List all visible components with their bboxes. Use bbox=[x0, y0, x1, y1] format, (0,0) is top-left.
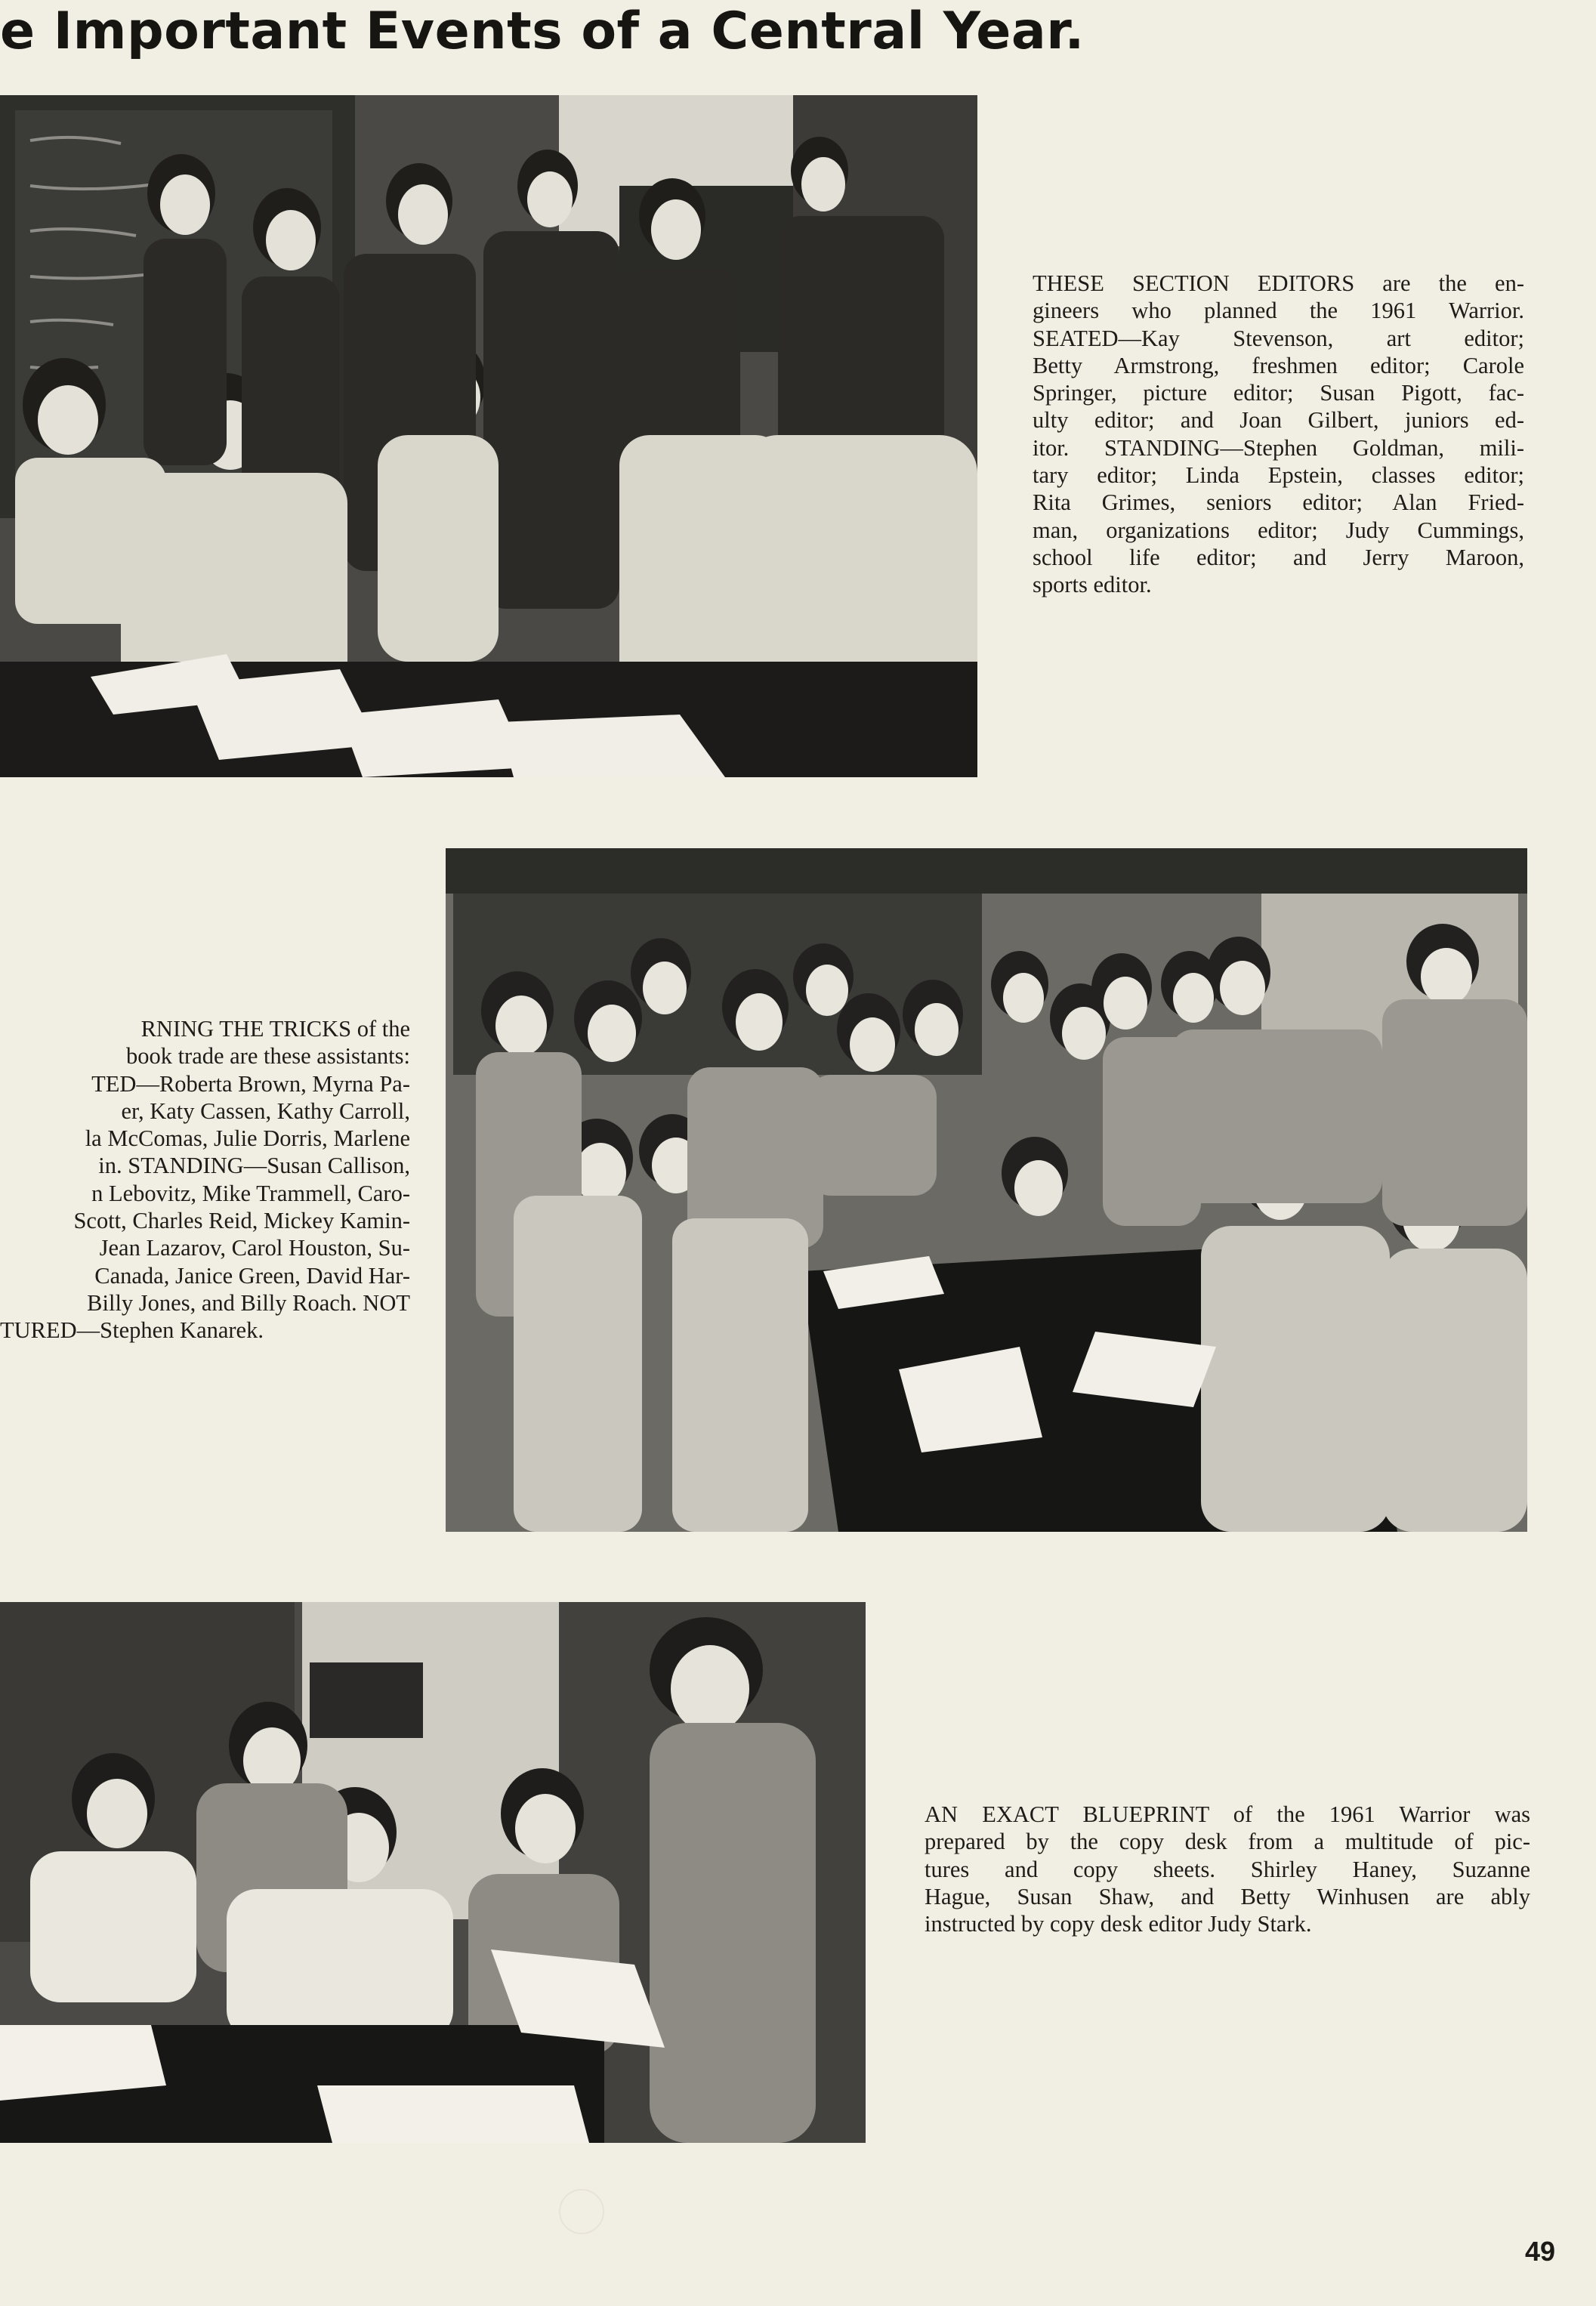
copy-desk-caption bbox=[925, 1801, 1530, 1937]
copy-desk-photo-art bbox=[0, 1602, 866, 2143]
caption-line: prepared by the copy desk from a multitude of pic- bbox=[925, 1829, 1530, 1855]
caption-line: la McComas, Julie Dorris, Marlene bbox=[85, 1125, 410, 1152]
caption-line: Springer, picture editor; Susan Pigott, fac- bbox=[1033, 380, 1524, 406]
caption-line: tures and copy sheets. Shirley Haney, Suzanne bbox=[925, 1856, 1530, 1882]
caption-line: RNING THE TRICKS of the bbox=[140, 1016, 410, 1042]
copy-desk-photo bbox=[0, 1602, 866, 2143]
caption-line: Rita Grimes, seniors editor; Alan Fried- bbox=[1033, 489, 1524, 516]
caption-line: TURED—Stephen Kanarek. bbox=[0, 1317, 264, 1344]
caption-line: Jean Lazarov, Carol Houston, Su- bbox=[99, 1235, 410, 1261]
caption-line: Canada, Janice Green, David Har- bbox=[94, 1262, 410, 1289]
caption-line: Scott, Charles Reid, Mickey Kamin- bbox=[73, 1208, 410, 1234]
section-editors-photo bbox=[0, 95, 977, 777]
caption-line: man, organizations editor; Judy Cummings, bbox=[1033, 517, 1524, 543]
caption-line: Betty Armstrong, freshmen editor; Carole bbox=[1033, 352, 1524, 378]
caption-line: SEATED—Kay Stevenson, art editor; bbox=[1033, 325, 1524, 351]
caption-line: book trade are these assistants: bbox=[125, 1043, 410, 1070]
caption-line: gineers who planned the 1961 Warrior. bbox=[1033, 298, 1524, 324]
caption-line: ulty editor; and Joan Gilbert, juniors ed- bbox=[1033, 407, 1524, 434]
page-number: 49 bbox=[1525, 2236, 1556, 2267]
watermark-mark bbox=[559, 2189, 604, 2234]
caption-line: sports editor. bbox=[1033, 572, 1152, 598]
page-headline: e Important Events of a Central Year. bbox=[0, 2, 1085, 61]
caption-line: itor. STANDING—Stephen Goldman, mili- bbox=[1033, 434, 1524, 461]
caption-line: in. STANDING—Susan Callison, bbox=[98, 1153, 410, 1179]
caption-line: n Lebovitz, Mike Trammell, Caro- bbox=[91, 1180, 410, 1206]
caption-line: AN EXACT BLUEPRINT of the 1961 Warrior was bbox=[925, 1801, 1530, 1827]
caption-line: THESE SECTION EDITORS are the en- bbox=[1033, 270, 1524, 296]
assistants-caption bbox=[0, 1015, 410, 1344]
caption-line: instructed by copy desk editor Judy Stark. bbox=[925, 1911, 1312, 1937]
assistants-photo-art bbox=[446, 848, 1527, 1532]
assistants-photo bbox=[446, 848, 1527, 1532]
section-editors-photo-art bbox=[0, 95, 977, 777]
caption-line: er, Katy Cassen, Kathy Carroll, bbox=[121, 1097, 410, 1124]
caption-line: school life editor; and Jerry Maroon, bbox=[1033, 544, 1524, 570]
caption-line: Billy Jones, and Billy Roach. NOT bbox=[87, 1289, 410, 1316]
section-editors-caption bbox=[1033, 270, 1524, 599]
caption-line: Hague, Susan Shaw, and Betty Winhusen are ably bbox=[925, 1883, 1530, 1909]
caption-line: tary editor; Linda Epstein, classes editor; bbox=[1033, 462, 1524, 489]
caption-line: TED—Roberta Brown, Myrna Pa- bbox=[91, 1070, 410, 1097]
